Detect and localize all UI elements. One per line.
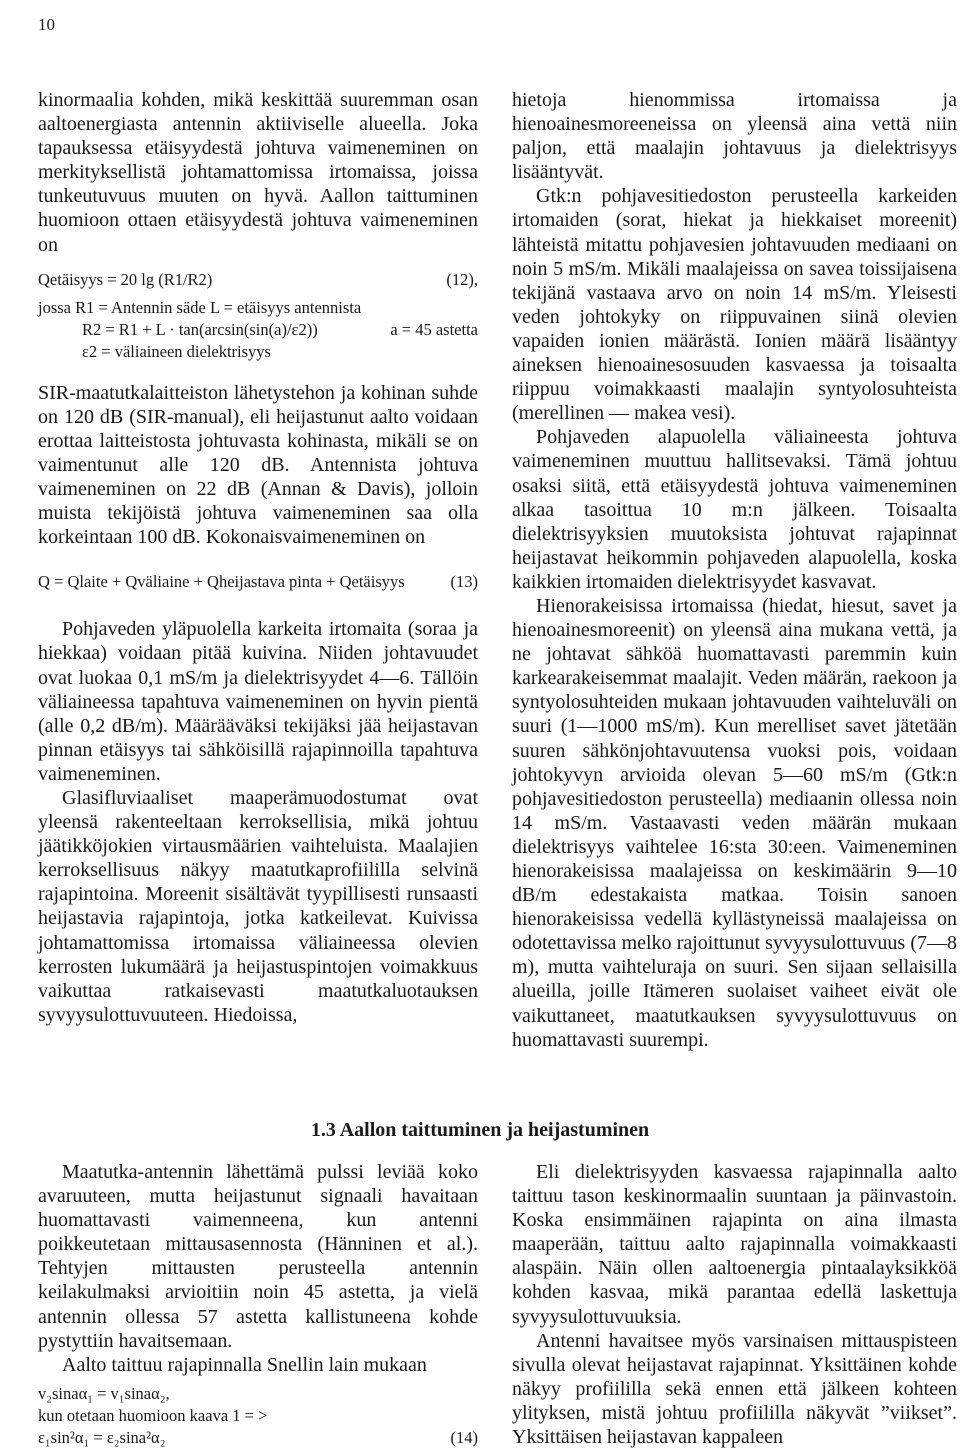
equation-number: (12), xyxy=(446,269,478,289)
equation-14 xyxy=(38,1383,478,1449)
body-paragraph: Eli dielektrisyyden kasvaessa rajapinnalla aalto taittuu tason keskinormaalin suuntaan ja päinvastoin. Koska ensimmäinen rajapinta on aina ilmasta maaperään, taittuu aalto rajapinnalla voimakkaasti alaspäin. Näin ollen aaltoenergia pintaalayksikköä kohden kasvaa, mikä parantaa edellä laskettuja syvyysulottuvuuksia. xyxy=(512,1161,957,1328)
body-paragraph: Aalto taittuu rajapinnalla Snellin lain mukaan xyxy=(62,1353,427,1376)
equation-formula: Qetäisyys = 20 lg (R1/R2) xyxy=(38,269,213,289)
equation-line: v₂sinaα₁ = v₁sinaα₂, xyxy=(38,1383,170,1403)
body-paragraph: Hienorakeisissa irtomaissa (hiedat, hiesut, savet ja hienoainesmoreenit) on yleensä aina mukana vettä, ja ne johtavat sähköä huomattavasti paremmin kuin karkearakeisemmat maalajit. Veden määrän, raekoon ja syntyolosuhteiden mukaan johtavuuden vaihteluväli on suuri (1—1000 mS/m). Kun merelliset savet jätetään suuren sähkönjohtavuutensa vuoksi pois, voidaan johtokyvyn arvioida olevan 5—60 mS/m (Gtk:n pohjavesitiedoston perusteella) mediaanin ollessa noin 14 mS/m. Vastaavasti veden määrän mukaan dielektrisyys vaihtelee 16:sta 30:een. Vaimeneminen hienorakeisissa maalajeissa on keskimäärin 9—10 dB/m edestakaista matkaa. Toisin sanoen hienorakeisissa vedellä kyllästyneissä maalajeissa on odotettavissa melko rajoittunut syvyysulottuvuus (7—8 m), mutta vaihteluraja on suuri. Sen sijaan sellaisilla alueilla, joille Itämeren suolaiset vaiheet eivät ole vaikuttaneet, maatutkauksen syvyysulottuvuus on huomattavasti suurempi. xyxy=(512,594,957,1051)
right-column-bottom xyxy=(512,1160,957,1449)
body-paragraph: kinormaalia kohden, mikä keskittää suuremman osan aaltoenergiasta antennin aktiiviselle alueella. Joka tapauksessa etäisyydestä johtuva vaimeneminen on merkityksellistä johtamattomissa irtomaissa, joissa tunkeutuvuus muuten on hyvä. Aallon taittuminen huomioon ottaen etäisyydestä johtuva vaimeneminen on xyxy=(38,89,478,256)
equation-number: (13) xyxy=(450,572,478,592)
equation-12 xyxy=(38,269,478,363)
body-paragraph: Pohjaveden alapuolella väliaineesta johtuva vaimeneminen muuttuu hallitsevaksi. Tämä johtuu osaksi siitä, että etäisyydestä johtuva vaimeneminen alkaa tasoittua 10 m:n jälkeen. Toisaalta dielektrisyyksien muutoksista johtuvat rajapinnat heijastavat heikommin pohjaveden alapuolella, koska kaikkien irtomaiden dielektrisyydet kasvavat. xyxy=(512,426,957,593)
body-paragraph: Antenni havaitsee myös varsinaisen mittauspisteen sivulla olevat heijastavat rajapinnat. Yksittäinen kohde näkyy profiililla sekä ennen että jälkeen kohteen ylityksen, mistä johtuu profiililla näkyvät ”viikset”. Yksittäisen heijastavan kappaleen xyxy=(512,1329,957,1449)
right-column-top xyxy=(512,88,957,1052)
body-paragraph: Glasifluviaaliset maaperämuodostumat ovat yleensä rakenteeltaan kerroksellisia, mikä johtuu jäätikköjokien virtausmäärien vaihteluista. Maalajien kerroksellisuus näkyy maatutkaprofiililla selvinä rajapintoina. Moreenit sisältävät tyypillisesti runsaasti heijastavia rajapintoja, jotka katkeilevat. Kuivissa johtamattomissa irtomaissa väliaineessa olevien kerrosten lukumäärä ja heijastuspintojen voimakkuus vaikuttaa ratkaisevasti maatutkaluotauksen syvyysulottuvuuteen. Hiedoissa, xyxy=(38,786,478,1026)
equation-r2: R2 = R1 + L · tan(arcsin(sin(a)/ε2)) xyxy=(82,319,318,339)
body-paragraph: hietoja hienommissa irtomaissa ja hienoainesmoreeneissa on yleensä aina vettä niin paljon, että maalajin johtavuus ja dielektrisyys lisääntyvät. xyxy=(512,89,957,184)
equation-where: jossa R1 = Antennin säde L = etäisyys antennista xyxy=(38,297,362,317)
left-column-bottom xyxy=(38,1160,478,1449)
left-column-top xyxy=(38,88,478,1027)
equation-line: kun otetaan huomioon kaava 1 = > xyxy=(38,1405,268,1425)
page-number: 10 xyxy=(38,15,55,34)
section-heading: 1.3 Aallon taittuminen ja heijastuminen xyxy=(310,1119,650,1141)
body-paragraph: Gtk:n pohjavesitiedoston perusteella karkeiden irtomaiden (sorat, hiekat ja hiekkaiset moreenit) lähteistä mitattu pohjavesien johtavuuden mediaani on noin 5 mS/m. Mikäli maalajeissa on savea toissijaisena tekijänä vastaava arvo on noin 14 mS/m. Yleisesti veden johtokyky on riippuvainen siinä olevien vapaiden ionien määrästä. Ionien määrä lisääntyy aineksen hienoainesosuuden kasvaessa ja toisaalta riippuu voimakkaasti maalajin syntyolosuhteista (merellinen — makea vesi). xyxy=(512,185,957,425)
body-paragraph: Pohjaveden yläpuolella karkeita irtomaita (soraa ja hiekkaa) voidaan pitää kuivina. Niiden johtavuudet ovat luokaa 0,1 mS/m ja dielektrisyydet 4—6. Tällöin väliaineessa tapahtuva vaimeneminen on hyvin pientä (alle 0,2 dB/m). Määrääväksi tekijäksi jää heijastavan pinnan etäisyys tai sähköisillä rajapinnoilla tapahtuva vaimeneminen. xyxy=(38,618,478,785)
body-paragraph: Maatutka-antennin lähettämä pulssi leviää koko avaruuteen, mutta heijastunut signaali havaitaan huomattavasti vaimenneena, kun antenni poikkeutetaan mittausasennosta (Hänninen et al.). Tehtyjen mittausten perusteella antennin keilakulmaksi arvioitiin noin 45 astetta, ja vielä antennin ollessa 57 astetta kallistuneena kohde pystyttiin havaitsemaan. xyxy=(38,1161,478,1352)
equation-a: a = 45 astetta xyxy=(390,319,478,339)
equation-formula: Q = Qlaite + Qväliaine + Qheijastava pinta + Qetäisyys xyxy=(38,572,405,592)
equation-e2: ε2 = väliaineen dielektrisyys xyxy=(82,341,271,361)
equation-13 xyxy=(38,571,478,593)
body-paragraph: SIR-maatutkalaitteiston lähetystehon ja kohinan suhde on 120 dB (SIR-manual), eli heijastunut aalto voidaan erottaa laitteistosta johtuvasta kohinasta, mikäli se on vaimentunut alle 120 dB. Antennista johtuva vaimeneminen on 22 dB (Annan & Davis), jolloin muista tekijöistä johtuva vaimeneminen saa olla korkeintaan 100 dB. Kokonaisvaimeneminen on xyxy=(38,381,478,549)
equation-number: (14) xyxy=(450,1427,478,1447)
equation-line: ε₁sin²α₁ = ε₂sina²α₂ xyxy=(38,1427,166,1447)
